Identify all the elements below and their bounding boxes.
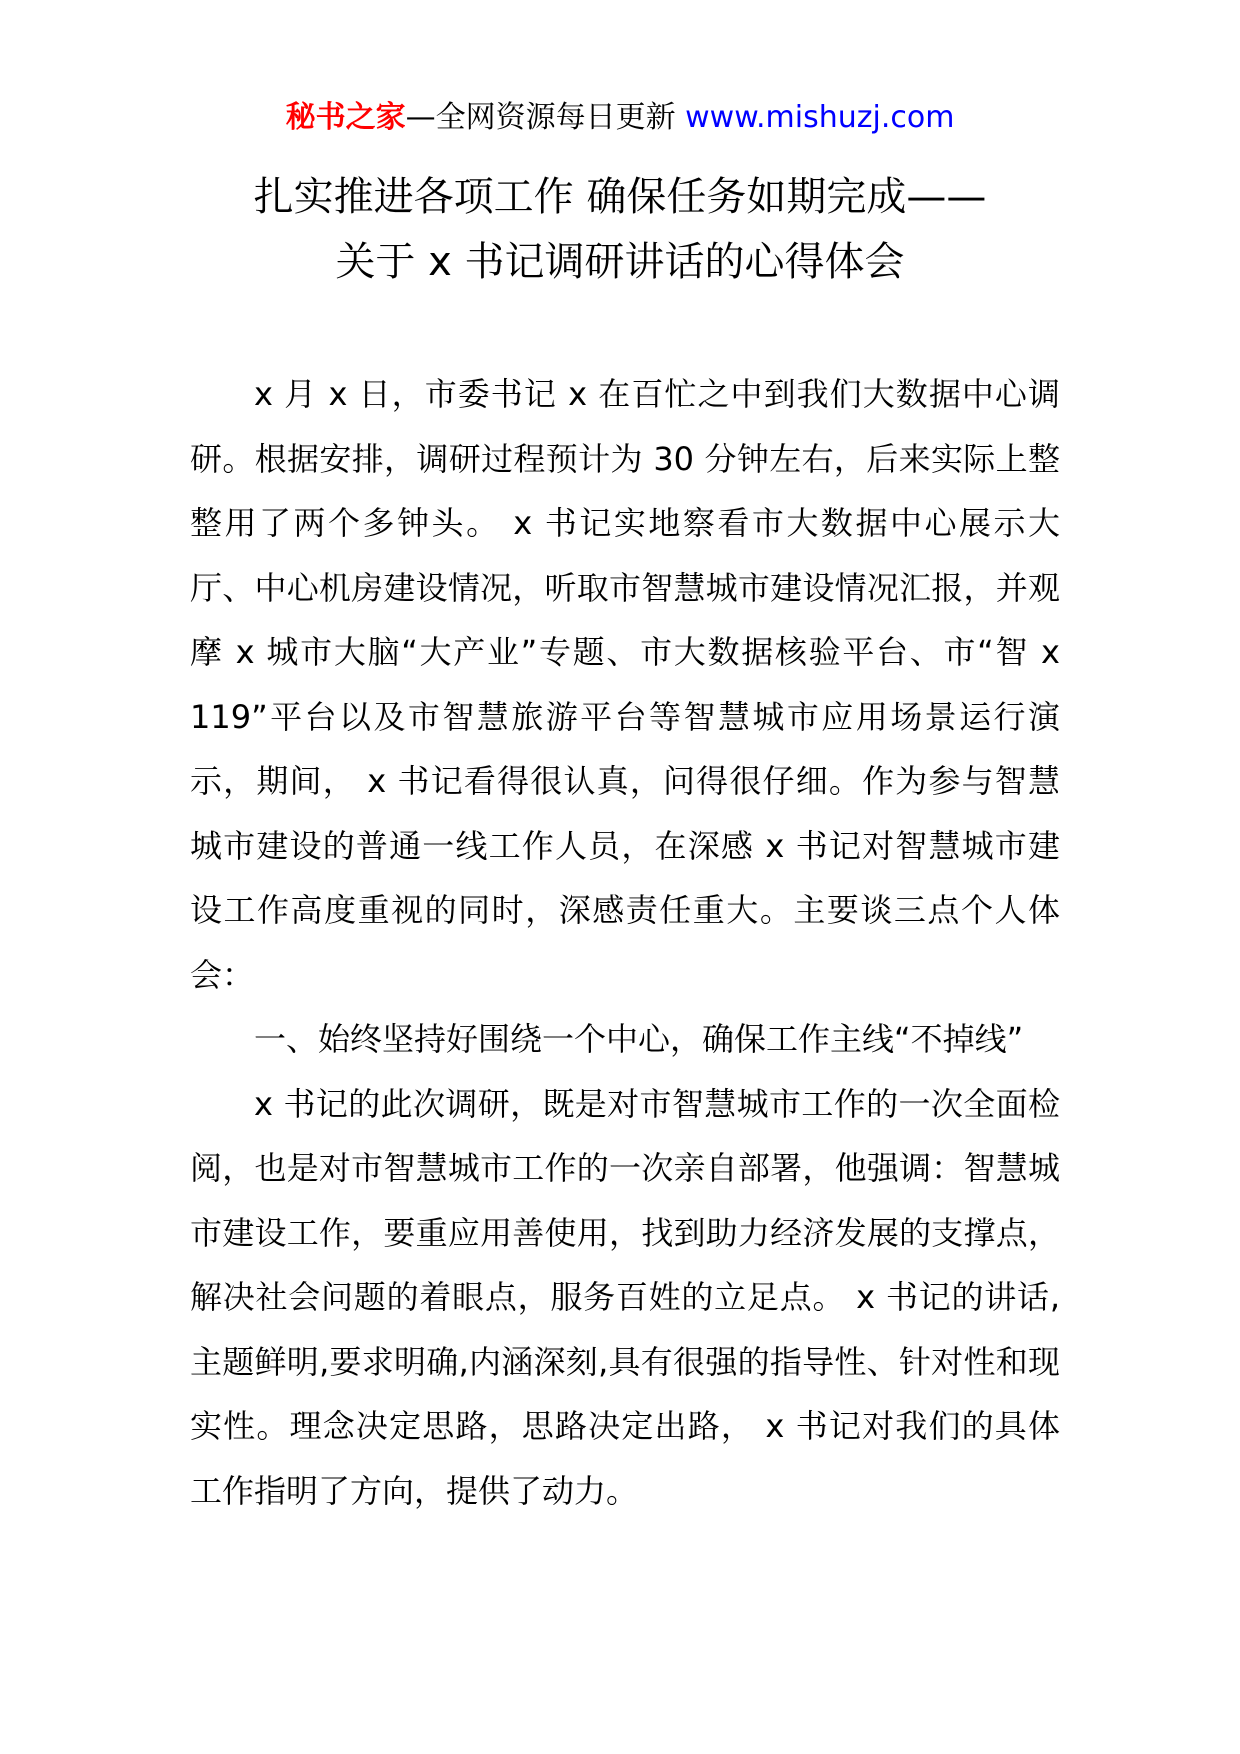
header-url-link[interactable]: www.mishuzj.com (685, 100, 955, 135)
paragraph-2: x 书记的此次调研，既是对市智慧城市工作的一次全面检阅，也是对市智慧城市工作的一次亲自部署，他强调：智慧城市建设工作，要重应用善使用，找到助力经济发展的支撑点，解决社会问题的着眼点，服务百姓的立足点。 x 书记的讲话,主题鲜明,要求明确,内涵深刻,具有很强的指导性、针对性和现实性。理念决定思路，思路决定出路， x 书记对我们的具体工作指明了方向，提供了动力。 (190, 1084, 1060, 1510)
site-header (0, 98, 1240, 138)
document-title (0, 165, 1240, 295)
paragraph-1: x 月 x 日，市委书记 x 在百忙之中到我们大数据中心调研。根据安排，调研过程预计为 30 分钟左右，后来实际上整整用了两个多钟头。 x 书记实地察看市大数据中心展示大厅、中心机房建设情况，听取市智慧城市建设情况汇报，并观摩 x 城市大脑“大产业”专题、市大数据核验平台、市“智 x 119”平台以及市智慧旅游平台等智慧城市应用场景运行演示，期间， x 书记看得很认真，问得很仔细。作为参与智慧城市建设的普通一线工作人员，在深感 x 书记对智慧城市建设工作高度重视的同时，深感责任重大。主要谈三点个人体会： (190, 375, 1060, 994)
section-heading-1: 一、始终坚持好围绕一个中心，确保工作主线“不掉线” (254, 1020, 1024, 1058)
title-line-1: 扎实推进各项工作 确保任务如期完成—— (253, 174, 987, 220)
title-line-2: 关于 x 书记调研讲话的心得体会 (335, 239, 905, 285)
header-slogan: —全网资源每日更新 (405, 100, 676, 135)
document-body (190, 362, 1060, 1523)
header-brand: 秘书之家 (285, 100, 406, 135)
